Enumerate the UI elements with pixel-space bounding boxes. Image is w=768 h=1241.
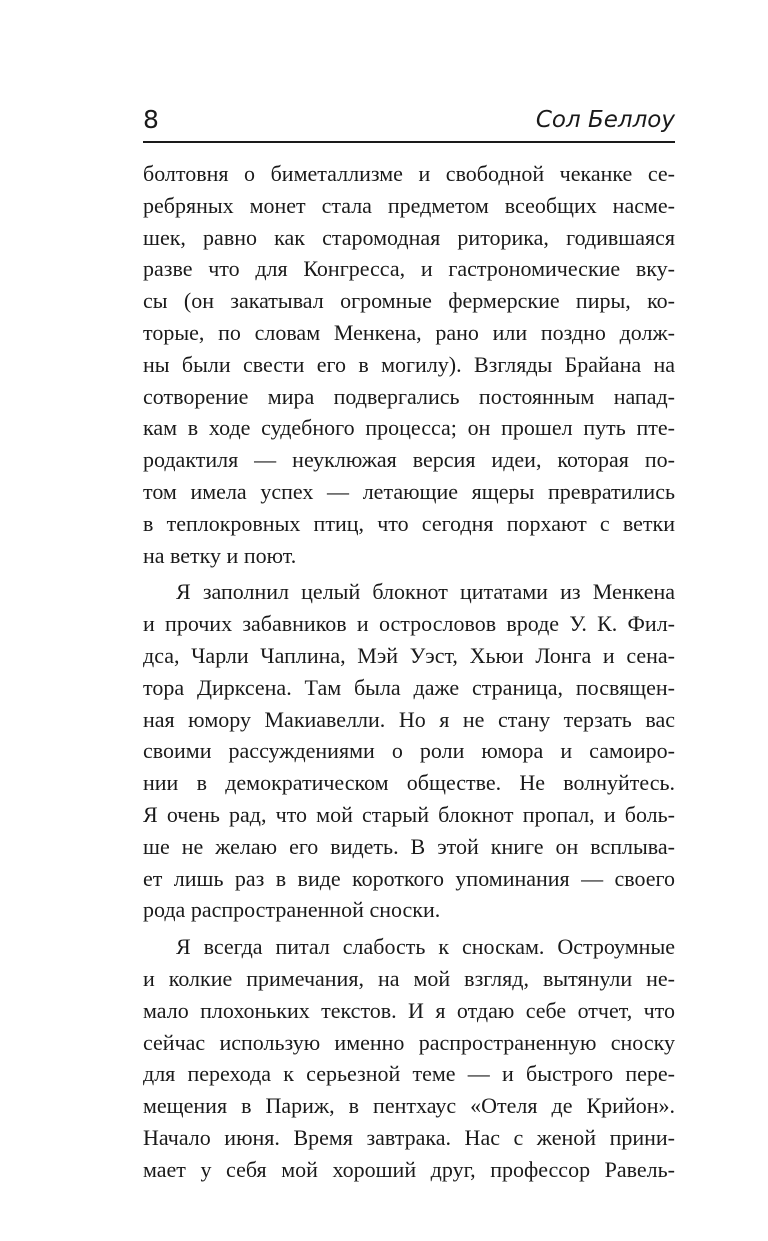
text-line: и прочих забавников и острословов вроде У. К. Фил- xyxy=(143,611,675,637)
text-line: своими рассуждениями о роли юмора и самоиро- xyxy=(143,738,675,764)
text-line: мает у себя мой хороший друг, профессор Равель- xyxy=(143,1156,675,1182)
text-line: ны были свести его в могилу). Взгляды Брайана на xyxy=(143,351,675,377)
text-line: для перехода к серьезной теме — и быстрого пере- xyxy=(143,1061,675,1087)
text-line: и колкие примечания, на мой взгляд, вытянули не- xyxy=(143,965,675,991)
running-head xyxy=(143,103,675,139)
paragraph-1 xyxy=(143,158,675,571)
paragraph-3 xyxy=(143,931,675,1185)
running-head-author: Сол Беллоу xyxy=(535,107,675,133)
page-number: 8 xyxy=(143,105,159,134)
text-line: ет лишь раз в виде короткого упоминания — своего xyxy=(143,865,675,891)
text-line: кам в ходе судебного процесса; он прошел путь пте- xyxy=(143,415,675,441)
body-text xyxy=(143,158,675,1186)
text-line: том имела успех — летающие ящеры превратились xyxy=(143,478,675,504)
text-line: нии в демократическом обществе. Не волнуйтесь. xyxy=(143,770,675,796)
text-line: сотворение мира подвергались постоянным напад- xyxy=(143,383,675,409)
text-line: мещения в Париж, в пентхаус «Отеля де Крийон». xyxy=(143,1093,675,1119)
text-line: на ветку и поют. xyxy=(143,542,297,568)
text-line: родактиля — неуклюжая версия идеи, которая по- xyxy=(143,447,675,473)
text-line: в теплокровных птиц, что сегодня порхают с ветки xyxy=(143,510,675,536)
text-line: ребряных монет стала предметом всеобщих насме- xyxy=(143,192,675,218)
text-line: Начало июня. Время завтрака. Нас с женой прини- xyxy=(143,1124,675,1150)
text-line: сы (он закатывал огромные фермерские пиры, ко- xyxy=(143,288,675,314)
text-line: мало плохоньких текстов. И я отдаю себе отчет, что xyxy=(143,997,675,1023)
text-line: торые, по словам Менкена, рано или поздно долж- xyxy=(143,319,675,345)
text-line: сейчас использую именно распространенную сноску xyxy=(143,1029,675,1055)
text-line: дса, Чарли Чаплина, Мэй Уэст, Хьюи Лонга и сена- xyxy=(143,642,675,668)
paragraph-2 xyxy=(143,576,675,926)
text-line: Я всегда питал слабость к сноскам. Остроумные xyxy=(176,934,675,960)
text-line: шек, равно как старомодная риторика, годившаяся xyxy=(143,224,675,250)
text-line: ше не желаю его видеть. В этой книге он всплыва- xyxy=(143,833,675,859)
text-line: тора Дирксена. Там была даже страница, посвящен- xyxy=(143,674,675,700)
text-line: рода распространенной сноски. xyxy=(143,897,441,923)
text-line: Я очень рад, что мой старый блокнот пропал, и боль- xyxy=(143,801,675,827)
text-line: Я заполнил целый блокнот цитатами из Менкена xyxy=(176,579,675,605)
header-rule xyxy=(143,141,675,143)
text-line: болтовня о биметаллизме и свободной чеканке се- xyxy=(143,161,675,186)
text-line: разве что для Конгресса, и гастрономические вку- xyxy=(143,256,675,282)
text-line: ная юмору Макиавелли. Но я не стану терзать вас xyxy=(143,706,675,732)
